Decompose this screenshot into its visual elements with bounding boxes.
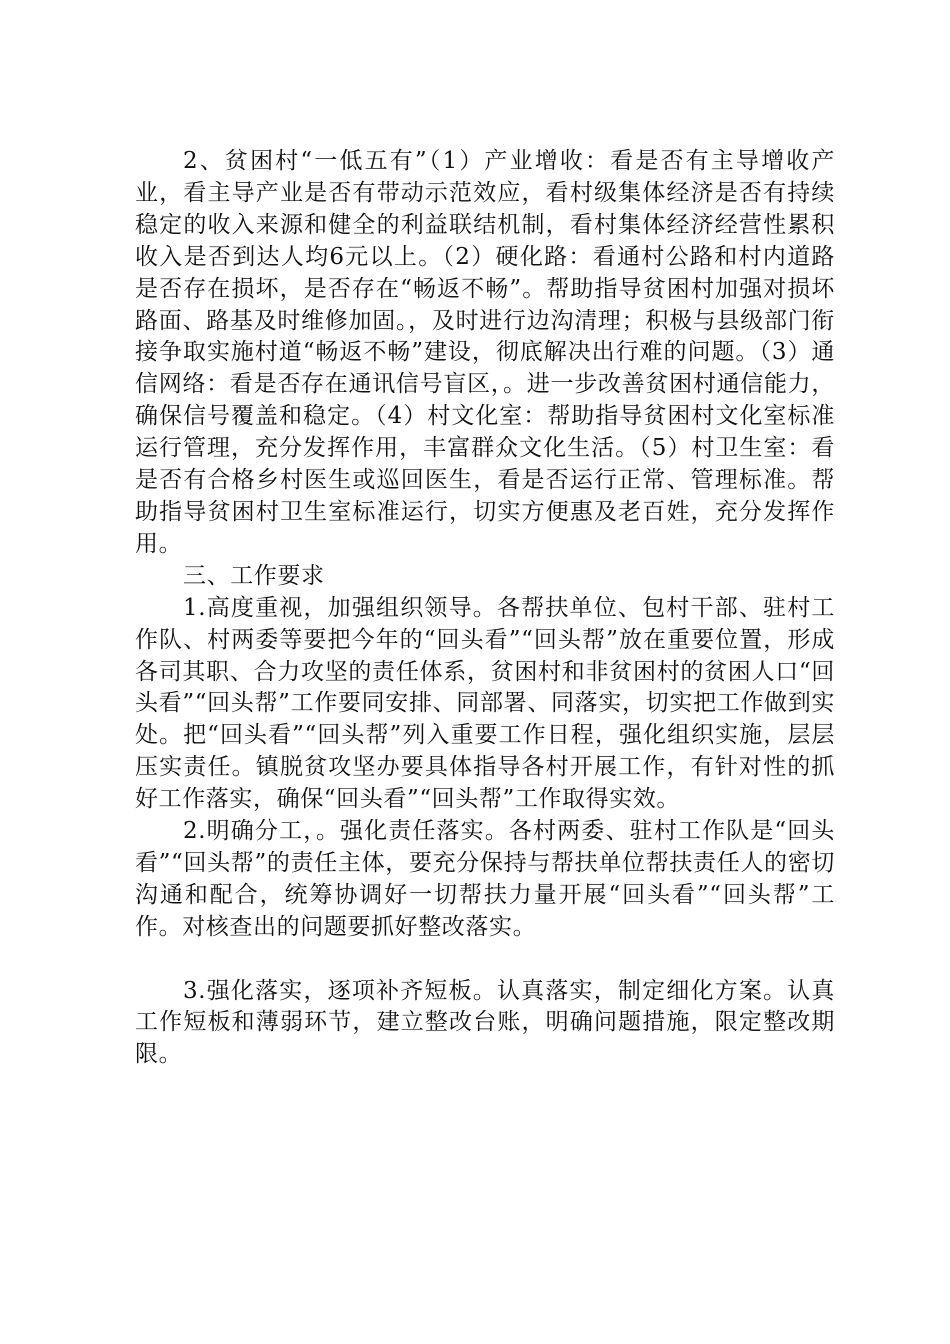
section-heading-work-requirements: 三、工作要求 [183, 562, 325, 589]
paragraph-requirement-2: 2.明确分工，。强化责任落实。各村两委、驻村工作队是“回头看”“回头帮”的责任主体，要充分保持与帮扶单位帮扶责任人的密切沟通和配合，统筹协调好一切帮扶力量开展“回头看”“回头帮”工作。对核查出的问题要抓好整改落实。 [135, 818, 835, 940]
paragraph-poor-village-indicators: 2、贫困村“一低五有”（1）产业增收：看是否有主导增收产业，看主导产业是否有带动示范效应，看村级集体经济是否有持续稳定的收入来源和健全的利益联结机制，看村集体经济经营性累积收入是否到达人均6元以上。（2）硬化路：看通村公路和村内道路是否存在损坏，是否存在“畅返不畅”。帮助指导贫困村加强对损坏路面、路基及时维修加固。，及时进行边沟清理；积极与县级部门衔接争取实施村道“畅返不畅”建设，彻底解决出行难的问题。（3）通信网络：看是否存在通讯信号盲区，。进一步改善贫困村通信能力，确保信号覆盖和稳定。（4）村文化室：帮助指导贫困村文化室标准运行管理，充分发挥作用，丰富群众文化生活。（5）村卫生室：看是否有合格乡村医生或巡回医生，看是否运行正常、管理标准。帮助指导贫困村卫生室标准运行，切实方便惠及老百姓，充分发挥作用。 [135, 148, 835, 557]
document-body [135, 146, 835, 1071]
paragraph-requirement-3: 3.强化落实，逐项补齐短板。认真落实，制定细化方案。认真工作短板和薄弱环节，建立整改台账，明确问题措施，限定整改期限。 [135, 977, 835, 1068]
paragraph-requirement-1: 1.高度重视，加强组织领导。各帮扶单位、包村干部、驻村工作队、村两委等要把今年的“回头看”“回头帮”放在重要位置，形成各司其职、合力攻坚的责任体系，贫困村和非贫困村的贫困人口“回头看”“回头帮”工作要同安排、同部署、同落实，切实把工作做到实处。把“回头看”“回头帮”列入重要工作日程，强化组织实施，层层压实责任。镇脱贫攻坚办要具体指导各村开展工作，有针对性的抓好工作落实，确保“回头看”“回头帮”工作取得实效。 [135, 594, 835, 813]
